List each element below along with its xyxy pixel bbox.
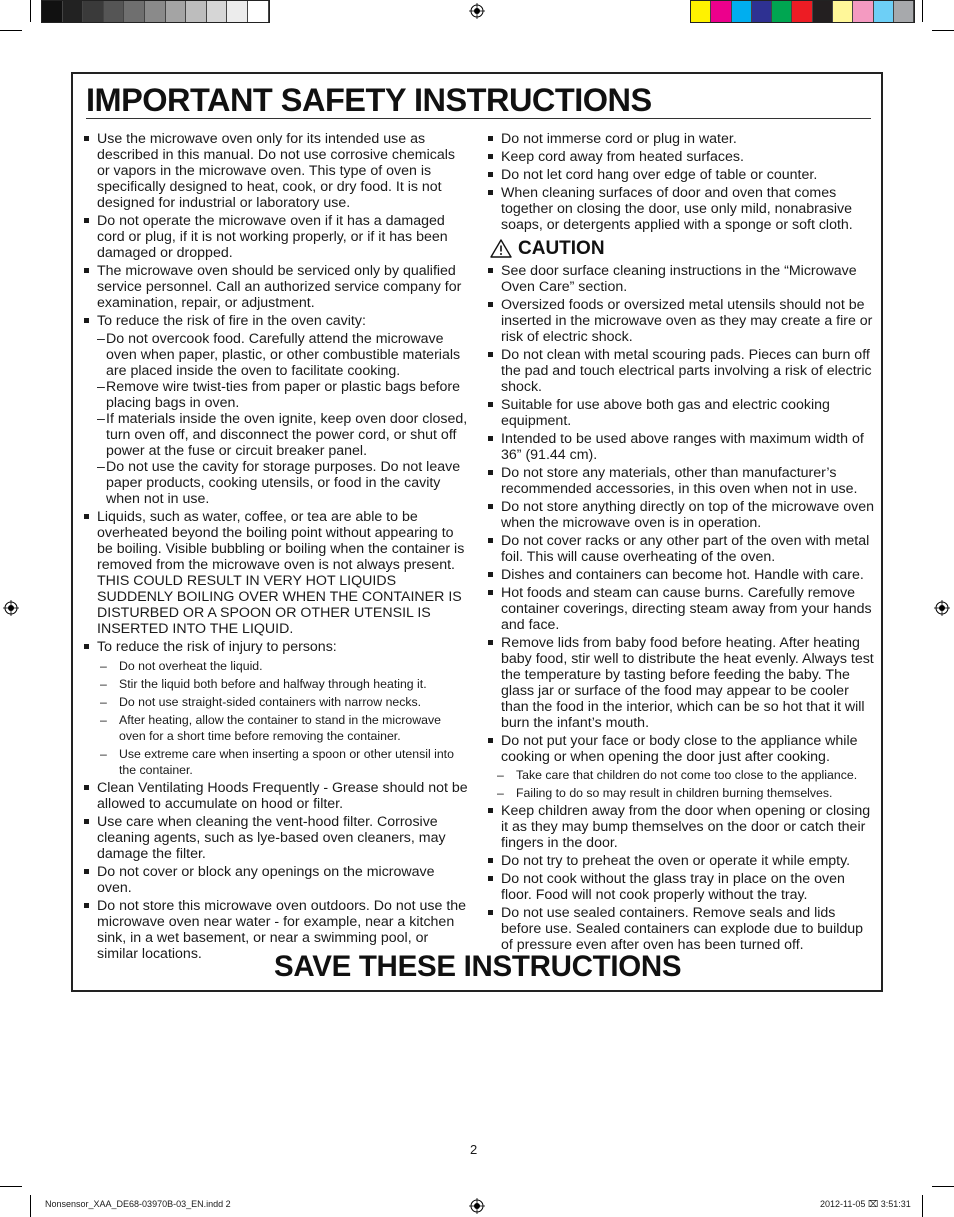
color-swatch	[874, 1, 894, 22]
crop-mark	[932, 1186, 954, 1187]
grayscale-calibration-bar	[41, 0, 270, 23]
list-item: Do not immerse cord or plug in water.	[488, 131, 876, 147]
list-item: When cleaning surfaces of door and oven that comes together on closing the door, use only mild, nonabrasive soaps, or detergents applied with a sponge or soft cloth.	[488, 185, 876, 233]
list-item: Do not cover racks or any other part of the oven with metal foil. This will cause overheating of the oven.	[488, 533, 876, 565]
save-instructions-heading: SAVE THESE INSTRUCTIONS	[274, 950, 682, 983]
color-swatch	[894, 1, 914, 22]
gray-swatch	[104, 1, 125, 22]
page-title: IMPORTANT SAFETY INSTRUCTIONS	[86, 82, 652, 118]
safety-list-left	[84, 131, 469, 962]
crop-mark	[0, 1186, 22, 1187]
caution-heading	[490, 239, 876, 258]
list-item: The microwave oven should be serviced only by qualified service personnel. Call an authorized service company for examination, repair, or adjustment.	[84, 263, 469, 311]
injury-sub-item: – Do not overheat the liquid.	[97, 658, 469, 674]
list-item: Use the microwave oven only for its intended use as described in this manual. Do not use corrosive chemicals or vapors in the microwave oven. This type of oven is specifically designed to heat, cook, or dry food. It is not designed for industrial or laboratory use.	[84, 131, 469, 211]
list-item: Do not use sealed containers. Remove seals and lids before use. Sealed containers can explode due to buildup of pressure even after oven has been turned off.	[488, 905, 876, 953]
fire-sub-item: – Remove wire twist-ties from paper or plastic bags before placing bags in oven.	[90, 379, 469, 411]
fire-sub-item: – Do not overcook food. Carefully attend the microwave oven when paper, plastic, or other combustible materials are placed inside the oven to facilitate cooking.	[90, 331, 469, 379]
color-swatch	[732, 1, 752, 22]
title-divider	[86, 118, 871, 119]
color-swatch	[792, 1, 812, 22]
list-item: Do not let cord hang over edge of table or counter.	[488, 167, 876, 183]
registration-target-icon	[469, 1198, 485, 1214]
crop-mark	[922, 0, 923, 22]
list-item: Use care when cleaning the vent-hood filter. Corrosive cleaning agents, such as lye-based oven cleaners, may damage the filter.	[84, 814, 469, 862]
list-item: Hot foods and steam can cause burns. Carefully remove container coverings, directing steam away from your hands and face.	[488, 585, 876, 633]
gray-swatch	[186, 1, 207, 22]
gray-swatch	[207, 1, 228, 22]
list-item: Remove lids from baby food before heating. After heating baby food, stir well to distribute the heat evenly. Always test the temperature by tasting before feeding the baby. The glass jar or surface of the food may appear to be cooler than the food in the interior, which can be so hot that it will burn the infant’s mouth.	[488, 635, 876, 731]
list-item: Intended to be used above ranges with maximum width of 36” (91.44 cm).	[488, 431, 876, 463]
color-swatch	[691, 1, 711, 22]
list-item: Do not store anything directly on top of the microwave oven when the microwave oven is in operation.	[488, 499, 876, 531]
caution-list	[488, 263, 876, 953]
list-item: To reduce the risk of fire in the oven cavity:	[84, 313, 469, 329]
crop-mark	[932, 30, 954, 31]
list-item: Suitable for use above both gas and electric cooking equipment.	[488, 397, 876, 429]
gray-swatch	[63, 1, 84, 22]
registration-target-icon	[3, 600, 19, 616]
color-swatch	[752, 1, 772, 22]
caution-label: CAUTION	[518, 237, 605, 259]
crop-mark	[30, 1195, 31, 1217]
color-swatch	[853, 1, 873, 22]
list-item: Do not clean with metal scouring pads. Pieces can burn off the pad and touch electrical parts involving a risk of electric shock.	[488, 347, 876, 395]
list-item: Clean Ventilating Hoods Frequently - Grease should not be allowed to accumulate on hood or filter.	[84, 780, 469, 812]
list-item: Oversized foods or oversized metal utensils should not be inserted in the microwave oven as they may create a fire or risk of electric shock.	[488, 297, 876, 345]
injury-sub-item: – After heating, allow the container to stand in the microwave oven for a short time before removing the container.	[97, 712, 469, 744]
safety-instructions-box	[71, 72, 883, 992]
injury-sub-item: – Stir the liquid both before and halfway through heating it.	[97, 676, 469, 692]
list-item: Do not try to preheat the oven or operate it while empty.	[488, 853, 876, 869]
list-item: Do not put your face or body close to the appliance while cooking or when opening the door just after cooking.	[488, 733, 876, 765]
gray-swatch	[248, 1, 269, 22]
face-sub-item: – Failing to do so may result in children burning themselves.	[494, 785, 876, 801]
gray-swatch	[166, 1, 187, 22]
fire-sub-item: – If materials inside the oven ignite, keep oven door closed, turn oven off, and disconnect the power cord, or shut off power at the fuse or circuit breaker panel.	[90, 411, 469, 459]
gray-swatch	[124, 1, 145, 22]
warning-triangle-icon	[490, 239, 512, 258]
list-item: Liquids, such as water, coffee, or tea are able to be overheated beyond the boiling point without appearing to be boiling. Visible bubbling or boiling when the container is removed from the microwave oven is not always present. THIS COULD RESULT IN VERY HOT LIQUIDS SUDDENLY BOILING OVER WHEN THE CONTAINER IS DISTURBED OR A SPOON OR OTHER UTENSIL IS INSERTED INTO THE LIQUID.	[84, 509, 469, 637]
gray-swatch	[227, 1, 248, 22]
color-swatch	[772, 1, 792, 22]
list-item: Keep children away from the door when opening or closing it as they may bump themselves on the door or catch their fingers in the door.	[488, 803, 876, 851]
crop-mark	[922, 1195, 923, 1217]
left-column	[84, 131, 469, 964]
page-number: 2	[470, 1142, 478, 1157]
list-item: To reduce the risk of injury to persons:	[84, 639, 469, 655]
list-item: Keep cord away from heated surfaces.	[488, 149, 876, 165]
safety-list-right	[488, 131, 876, 233]
color-swatch	[813, 1, 833, 22]
file-slug: Nonsensor_XAA_DE68-03970B-03_EN.indd 2	[45, 1199, 231, 1209]
fire-sub-item: – Do not use the cavity for storage purposes. Do not leave paper products, cooking utensils, or food in the cavity when not in use.	[90, 459, 469, 507]
gray-swatch	[42, 1, 63, 22]
injury-sub-item: – Use extreme care when inserting a spoon or other utensil into the container.	[97, 746, 469, 778]
gray-swatch	[83, 1, 104, 22]
registration-target-icon	[469, 3, 485, 19]
right-column	[488, 131, 876, 955]
list-item: Do not cook without the glass tray in place on the oven floor. Food will not cook properly without the tray.	[488, 871, 876, 903]
list-item: Do not operate the microwave oven if it has a damaged cord or plug, if it is not working properly, or if it has been damaged or dropped.	[84, 213, 469, 261]
injury-sub-item: – Do not use straight-sided containers with narrow necks.	[97, 694, 469, 710]
color-swatch	[711, 1, 731, 22]
crop-mark	[30, 0, 31, 22]
list-item: Dishes and containers can become hot. Handle with care.	[488, 567, 876, 583]
registration-target-icon	[934, 600, 950, 616]
gray-swatch	[145, 1, 166, 22]
color-swatch	[833, 1, 853, 22]
list-item: See door surface cleaning instructions in the “Microwave Oven Care” section.	[488, 263, 876, 295]
crop-mark	[0, 30, 22, 31]
face-sub-item: – Take care that children do not come too close to the appliance.	[494, 767, 876, 783]
process-color-calibration-bar	[690, 0, 915, 23]
list-item: Do not store this microwave oven outdoors. Do not use the microwave oven near water - for example, near a kitchen sink, in a wet basement, or near a swimming pool, or similar locations.	[84, 898, 469, 962]
list-item: Do not store any materials, other than manufacturer’s recommended accessories, in this oven when not in use.	[488, 465, 876, 497]
print-timestamp: 2012-11-05 ⌧ 3:51:31	[820, 1199, 911, 1209]
list-item: Do not cover or block any openings on the microwave oven.	[84, 864, 469, 896]
